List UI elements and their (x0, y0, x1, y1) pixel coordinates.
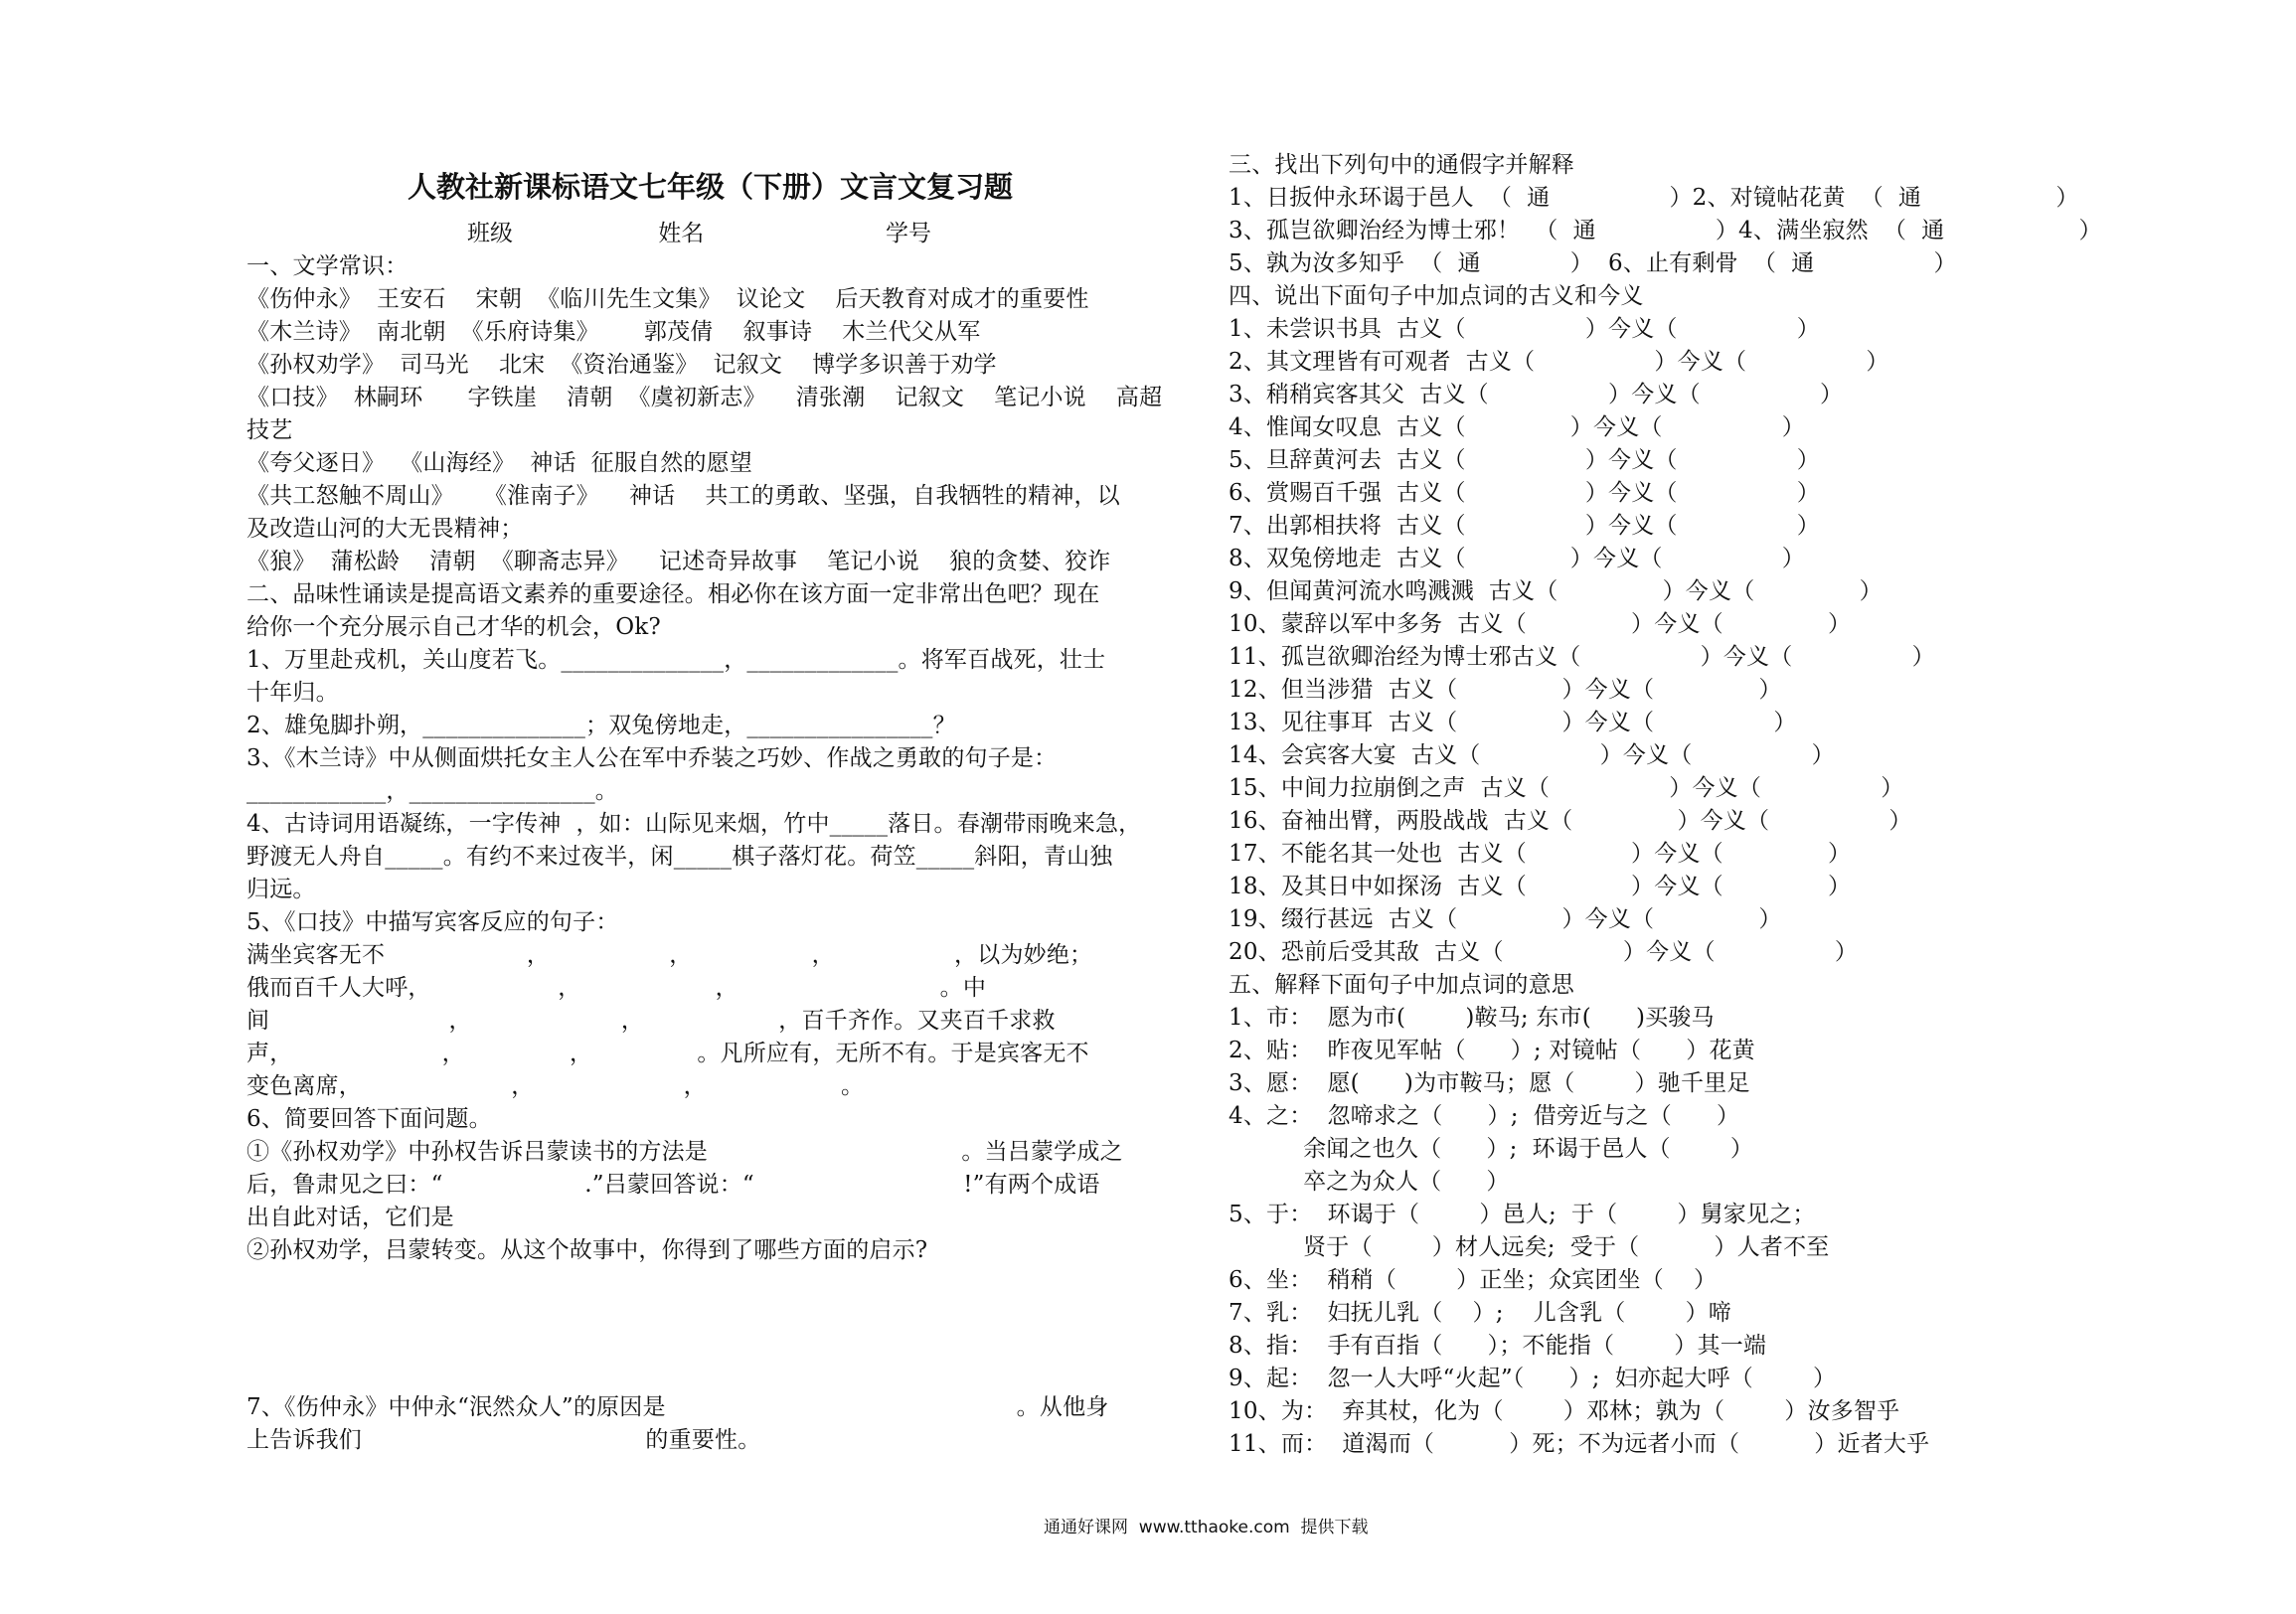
text-line: ②孙权劝学，吕蒙转变。从这个故事中，你得到了哪些方面的启示? (246, 1237, 928, 1263)
text-line: 《木兰诗》 南北朝 《乐府诗集》 郭茂倩 叙事诗 木兰代父从军 (246, 319, 981, 345)
text-line: 《狼》 蒲松龄 清朝 《聊斋志异》 记述奇异故事 笔记小说 狼的贪婪、狡诈 (246, 549, 1111, 574)
text-line: 19、缀行甚远 古义（ ）今义（ ） (1229, 906, 1782, 932)
text-line: 技艺 (246, 417, 293, 443)
text-line: 俄而百千人大呼， ， ， 。中 (246, 975, 987, 1001)
text-line: 10、为： 弃其杖，化为（ ）邓林；孰为（ ）汝多智乎 (1229, 1398, 1900, 1424)
text-line: 5、旦辞黄河去 古义（ ）今义（ ） (1229, 447, 1821, 473)
text-line: 五、解释下面句子中加点词的意思 (1229, 972, 1574, 998)
text-line: 及改造山河的大无畏精神； (246, 516, 524, 542)
text-line: 5、孰为汝多知乎 （ 通 ） 6、止有剩骨 （ 通 ） (1229, 250, 1957, 276)
text-line: 12、但当涉猎 古义（ ）今义（ ） (1229, 677, 1782, 703)
text-line: 出自此对话，它们是 (246, 1205, 454, 1230)
text-line: 4、古诗词用语凝练，一字传神 ，如：山际见来烟，竹中_____落日。春潮带雨晚来急， (246, 811, 1142, 837)
text-line: 野渡无人舟自_____。有约不来过夜半，闲_____棋子落灯花。荷笠_____斜阳，青山独 (246, 844, 1113, 870)
text-line: 6、简要回答下面问题。 (246, 1106, 492, 1132)
text-line: ①《孙权劝学》中孙权告诉吕蒙读书的方法是 。当吕蒙学成之 (246, 1139, 1123, 1165)
text-line: 归远。 (246, 877, 316, 902)
text-line: 声， ， ， 。凡所应有，无所不有。于是宾客无不 (246, 1041, 1089, 1066)
text-line: 18、及其日中如探汤 古义（ ）今义（ ） (1229, 874, 1852, 899)
text-line: 十年归。 (246, 680, 339, 706)
text-line: 13、见往事耳 古义（ ）今义（ ） (1229, 710, 1797, 735)
text-line: 1、万里赴戎机，关山度若飞。______________，_____________。将军百战死，壮士 (246, 647, 1106, 673)
text-line: 《孙权劝学》 司马光 北宋 《资治通鉴》 记叙文 博学多识善于劝学 (246, 352, 997, 378)
text-line: 卒之为众人（ ） (1229, 1169, 1510, 1195)
text-line: 《伤仲永》 王安石 宋朝 《临川先生文集》 议论文 后天教育对成才的重要性 (246, 286, 1089, 312)
text-line: 9、起： 忽一人大呼“火起”（ ）; 妇亦起大呼（ ） (1229, 1366, 1837, 1391)
text-line: 6、坐： 稍稍（ ）正坐；众宾团坐（ ） (1229, 1267, 1718, 1293)
text-line: 5、于： 环谒于（ ）邑人; 于（ ）舅家见之； (1229, 1202, 1816, 1227)
text-line: 16、奋袖出臂，两股战战 古义（ ）今义（ ） (1229, 808, 1912, 834)
text-line: 余闻之也久（ ）; 环谒于邑人（ ） (1229, 1136, 1754, 1162)
text-line: 4、之： 忽啼求之（ ）; 借旁近与之（ ） (1229, 1103, 1740, 1129)
text-line: 6、赏赐百千强 古义（ ）今义（ ） (1229, 480, 1821, 506)
text-line: 变色离席， ， ， 。 (246, 1073, 865, 1099)
text-line: 17、不能名其一处也 古义（ ）今义（ ） (1229, 841, 1852, 867)
text-line: 《口技》 林嗣环 字铁崖 清朝 《虞初新志》 清张潮 记叙文 笔记小说 高超 (246, 385, 1163, 410)
text-line: 4、惟闻女叹息 古义（ ）今义（ ） (1229, 414, 1805, 440)
text-line: 后，鲁肃见之曰：“ .”吕蒙回答说：“ !”有两个成语 (246, 1172, 1100, 1198)
text-line: 《夸父逐日》 《山海经》 神话 征服自然的愿望 (246, 450, 753, 476)
text-line: 四、说出下面句子中加点词的古义和今义 (1229, 283, 1644, 309)
text-line: 3、《木兰诗》中从侧面烘托女主人公在军中乔装之巧妙、作战之勇敢的句子是： (246, 745, 1058, 771)
text-line: 3、愿： 愿( )为市鞍马；愿（ ）驰千里足 (1229, 1070, 1750, 1096)
text-line: 2、贴： 昨夜见军帖（ ）; 对镜帖（ ）花黄 (1229, 1038, 1755, 1063)
text-line: 7、乳： 妇抚儿乳（ ）; 儿含乳（ ）啼 (1229, 1300, 1731, 1326)
text-line: 14、会宾客大宴 古义（ ）今义（ ） (1229, 742, 1835, 768)
text-line: 1、日扳仲永环谒于邑人 （ 通 ）2、对镜帖花黄 （ 通 ） (1229, 185, 2079, 211)
text-line: 1、市： 愿为市( )鞍马; 东市( )买骏马 (1229, 1005, 1715, 1031)
text-line: 8、双兔傍地走 古义（ ）今义（ ） (1229, 546, 1805, 571)
text-line: ____________，________________。 (246, 778, 618, 804)
text-line: 满坐宾客无不 ， ， ， ，以为妙绝； (246, 942, 1093, 968)
text-line: 上告诉我们 的重要性。 (246, 1427, 761, 1453)
text-line: 15、中间力拉崩倒之声 古义（ ）今义（ ） (1229, 775, 1904, 801)
text-line: 间 ， ， ，百千齐作。又夹百千求救 (246, 1008, 1056, 1034)
text-line: 8、指： 手有百指（ ）；不能指（ ）其一端 (1229, 1333, 1767, 1359)
text-line: 3、孤岂欲卿治经为博士邪！ （ 通 ）4、满坐寂然 （ 通 ） (1229, 218, 2102, 243)
text-line: 《共工怒触不周山》 《淮南子》 神话 共工的勇敢、坚强，自我牺牲的精神，以 (246, 483, 1120, 509)
text-line: 9、但闻黄河流水鸣溅溅 古义（ ）今义（ ） (1229, 578, 1883, 604)
text-line: 2、其文理皆有可观者 古义（ ）今义（ ） (1229, 349, 1889, 375)
text-line: 20、恐前后受其敌 古义（ ）今义（ ） (1229, 939, 1859, 965)
text-line: 10、蒙辞以军中多务 古义（ ）今义（ ） (1229, 611, 1852, 637)
text-line: 11、而： 道渴而（ ）死；不为远者小而（ ）近者大乎 (1229, 1431, 1930, 1457)
text-line: 11、孤岂欲卿治经为博士邪古义（ ）今义（ ） (1229, 644, 1935, 670)
text-line: 三、找出下列句中的通假字并解释 (1229, 152, 1574, 178)
text-line: 3、稍稍宾客其父 古义（ ）今义（ ） (1229, 382, 1844, 407)
text-line: 贤于（ ）材人远矣; 受于（ ）人者不至 (1229, 1234, 1830, 1260)
text-line: 1、未尝识书具 古义（ ）今义（ ） (1229, 316, 1821, 342)
text-line: 给你一个充分展示自己才华的机会，Ok? (246, 614, 661, 640)
text-line: 2、雄兔脚扑朔，______________；双兔傍地走，________________？ (246, 713, 956, 738)
text-line: 一、文学常识： (246, 253, 409, 279)
text-line: 5、《口技》中描写宾客反应的句子： (246, 909, 619, 935)
page-title: 人教社新课标语文七年级（下册）文言文复习题 (408, 170, 1014, 204)
student-info-fields: 班级 姓名 学号 (467, 221, 931, 246)
text-line: 7、出郭相扶将 古义（ ）今义（ ） (1229, 513, 1821, 539)
text-line: 二、品味性诵读是提高语文素养的重要途径。相必你在该方面一定非常出色吧？现在 (246, 581, 1100, 607)
text-line: 7、《伤仲永》中仲永“泯然众人”的原因是 。从他身 (246, 1394, 1109, 1420)
page-footer: 通通好课网 www.tthaoke.com 提供下载 (1044, 1518, 1369, 1537)
